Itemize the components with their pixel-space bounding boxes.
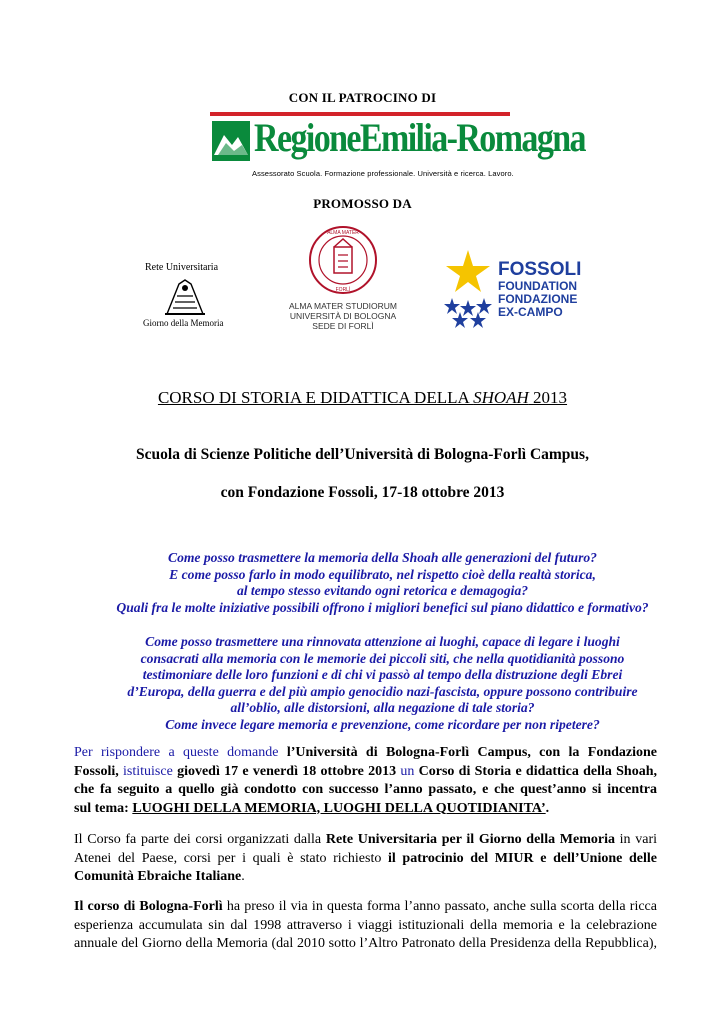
questions-block-2 [95,634,670,734]
text-run: il patrocinio del MIUR e dell’Unione delle [388,850,657,866]
text-run: Il corso di Bologna-Forlì [74,899,223,914]
course-title [0,388,725,408]
text-run: l’Università di Bologna-Forlì Campus, con la Fondazione [286,745,657,760]
text-line: che fa seguito a quello già condotto con successo l’anno passato, e che quest’anno si incentra [74,782,657,797]
unibo-seal-icon [308,225,378,295]
text-run: Rete Universitaria per il Giorno della Memoria [325,832,615,847]
question-line: Come posso trasmettere la memoria della Shoah alle generazioni del futuro? [168,550,597,565]
question-line: Come invece legare memoria e prevenzione, come ricordare per non ripetere? [165,716,600,732]
regione-logo [210,112,585,182]
paragraph-bologna [74,898,657,954]
question-line: d’Europa, della guerra e del più ampio genocidio nazi-fascista, oppure possono contribuire [127,683,638,699]
fossoli-line3: FONDAZIONE [498,292,578,306]
subtitle-dates: con Fondazione Fossoli, 17-18 ottobre 2013 [220,484,505,501]
paragraph-intro [74,744,657,818]
fossoli-line2: FOUNDATION [498,279,578,293]
paragraph-rete [74,831,657,887]
regione-red-bar [210,112,510,116]
question-line: testimoniare delle loro funzioni e di chi vi passò al tempo della distruzione degli Ebrei [142,667,623,683]
question-line: E come posso farlo in modo equilibrato, nel rispetto cioè della realtà storica, [169,566,596,582]
regione-emblem-icon [212,121,250,161]
unibo-logo [268,225,418,335]
unibo-line2: UNIVERSITÀ DI BOLOGNA [289,311,397,321]
fossoli-text [498,260,581,319]
text-run: sul tema: [74,800,133,816]
question-line: al tempo stesso evitando ogni retorica e demagogia? [236,583,529,599]
text-run: istituisce [118,763,178,779]
fossoli-line1: FOSSOLI [498,259,582,280]
subtitle-school: Scuola di Scienze Politiche dell’Università di Bologna-Forlì Campus, [136,446,589,463]
question-line: consacrati alla memoria con le memorie dei piccoli siti, che nella quotidianità possono [140,650,625,666]
title-part1: CORSO DI STORIA E DIDATTICA DELLA [157,388,474,407]
rete-logo-line2: Giorno della Memoria [143,318,224,328]
question-line: Come posso trasmettere una rinnovata attenzione ai luoghi, capace di legare i luoghi [145,634,620,649]
text-run: un [396,763,419,779]
text-run: Per rispondere a queste domande [74,745,287,760]
rete-universitaria-logo [135,262,235,332]
patrocinio-label: CON IL PATROCINO DI [288,90,437,105]
fossoli-logo [438,248,598,328]
text-run: Fossoli, [74,763,119,779]
rete-logo-line1: Rete Universitaria [145,262,219,273]
text-run: . [545,800,550,816]
monument-icon [163,276,207,316]
text-run: LUOGHI DELLA MEMORIA, LUOGHI DELLA QUOTIDIANITA’ [132,800,546,816]
title-part2: 2013 [528,388,568,407]
regione-logo-text: RegioneEmilia-Romagna [254,117,585,161]
text-run: Il Corso fa parte dei corsi organizzati dalla [74,832,326,847]
assessorato-text: Assessorato Scuola. Formazione professionale. Università e ricerca. Lavoro. [252,169,514,178]
text-run: ha preso il via in questa forma l’anno passato, anche sulla scorta della ricca [222,899,657,914]
text-run: Corso di Storia e didattica della Shoah, [418,763,657,779]
promosso-label: PROMOSSO DA [313,196,412,211]
unibo-text [268,301,418,331]
title-italic: SHOAH [473,388,529,407]
text-run: . [241,869,245,884]
svg-text:FORLÌ: FORLÌ [335,287,351,293]
svg-text:ALMA MATER: ALMA MATER [327,230,359,236]
text-run: in vari [614,832,657,847]
question-line: Quali fra le molte iniziative possibili offrono i migliori benefici sul piano didattico e formativo? [116,599,649,615]
text-run: Comunità Ebraiche Italiane [74,869,242,884]
text-run: Atenei del Paese, corsi per i quali è stato richiesto [74,850,388,866]
fossoli-line4: EX-CAMPO [498,305,563,319]
unibo-line3: SEDE DI FORLÌ [312,321,374,331]
question-line: all’oblio, alle distorsioni, alla negazione di tale storia? [230,700,535,716]
stars-icon [438,248,500,328]
text-run: giovedì 17 e venerdì 18 ottobre 2013 [177,763,397,779]
text-line: esperienza accumulata sin dal 1998 attraverso i viaggi istituzionali della memoria e la celebrazione [74,917,657,933]
text-line: annuale del Giorno della Memoria (dal 2010 sotto l’Altro Patronato della Presidenza della Repubblica), [74,936,657,951]
questions-block-1 [95,550,670,616]
unibo-line1: ALMA MATER STUDIORUM [289,301,397,311]
